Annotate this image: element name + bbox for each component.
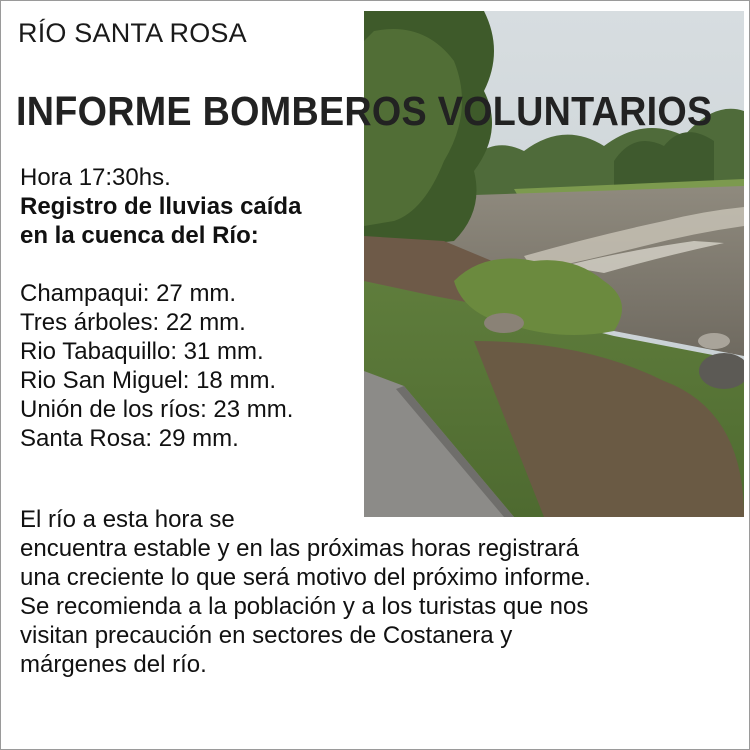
place-title: RÍO SANTA ROSA xyxy=(18,18,247,48)
river-photo xyxy=(364,11,744,517)
closing-line: Se recomienda a la población y a los turistas que nos xyxy=(20,593,589,620)
closing-line: visitan precaución en sectores de Costanera y xyxy=(20,622,513,649)
closing-line: encuentra estable y en las próximas horas registrará xyxy=(20,535,579,562)
rain-record: Tres árboles: 22 mm. xyxy=(20,309,246,336)
closing-line: márgenes del río. xyxy=(20,651,207,678)
rain-heading-line2: en la cuenca del Río: xyxy=(20,222,259,249)
rain-heading-line1: Registro de lluvias caída xyxy=(20,193,302,220)
closing-statement xyxy=(20,505,720,679)
headline: INFORME BOMBEROS VOLUNTARIOS xyxy=(16,88,713,134)
rain-record: Unión de los ríos: 23 mm. xyxy=(20,396,294,423)
rain-record: Champaqui: 27 mm. xyxy=(20,280,237,307)
rain-record: Rio San Miguel: 18 mm. xyxy=(20,367,277,394)
report-time: Hora 17:30hs. xyxy=(20,164,171,191)
closing-line: una creciente lo que será motivo del próximo informe. xyxy=(20,564,591,591)
rain-report xyxy=(20,163,301,453)
rain-record: Rio Tabaquillo: 31 mm. xyxy=(20,338,264,365)
closing-line: El río a esta hora se xyxy=(20,506,235,533)
rain-record: Santa Rosa: 29 mm. xyxy=(20,425,239,452)
